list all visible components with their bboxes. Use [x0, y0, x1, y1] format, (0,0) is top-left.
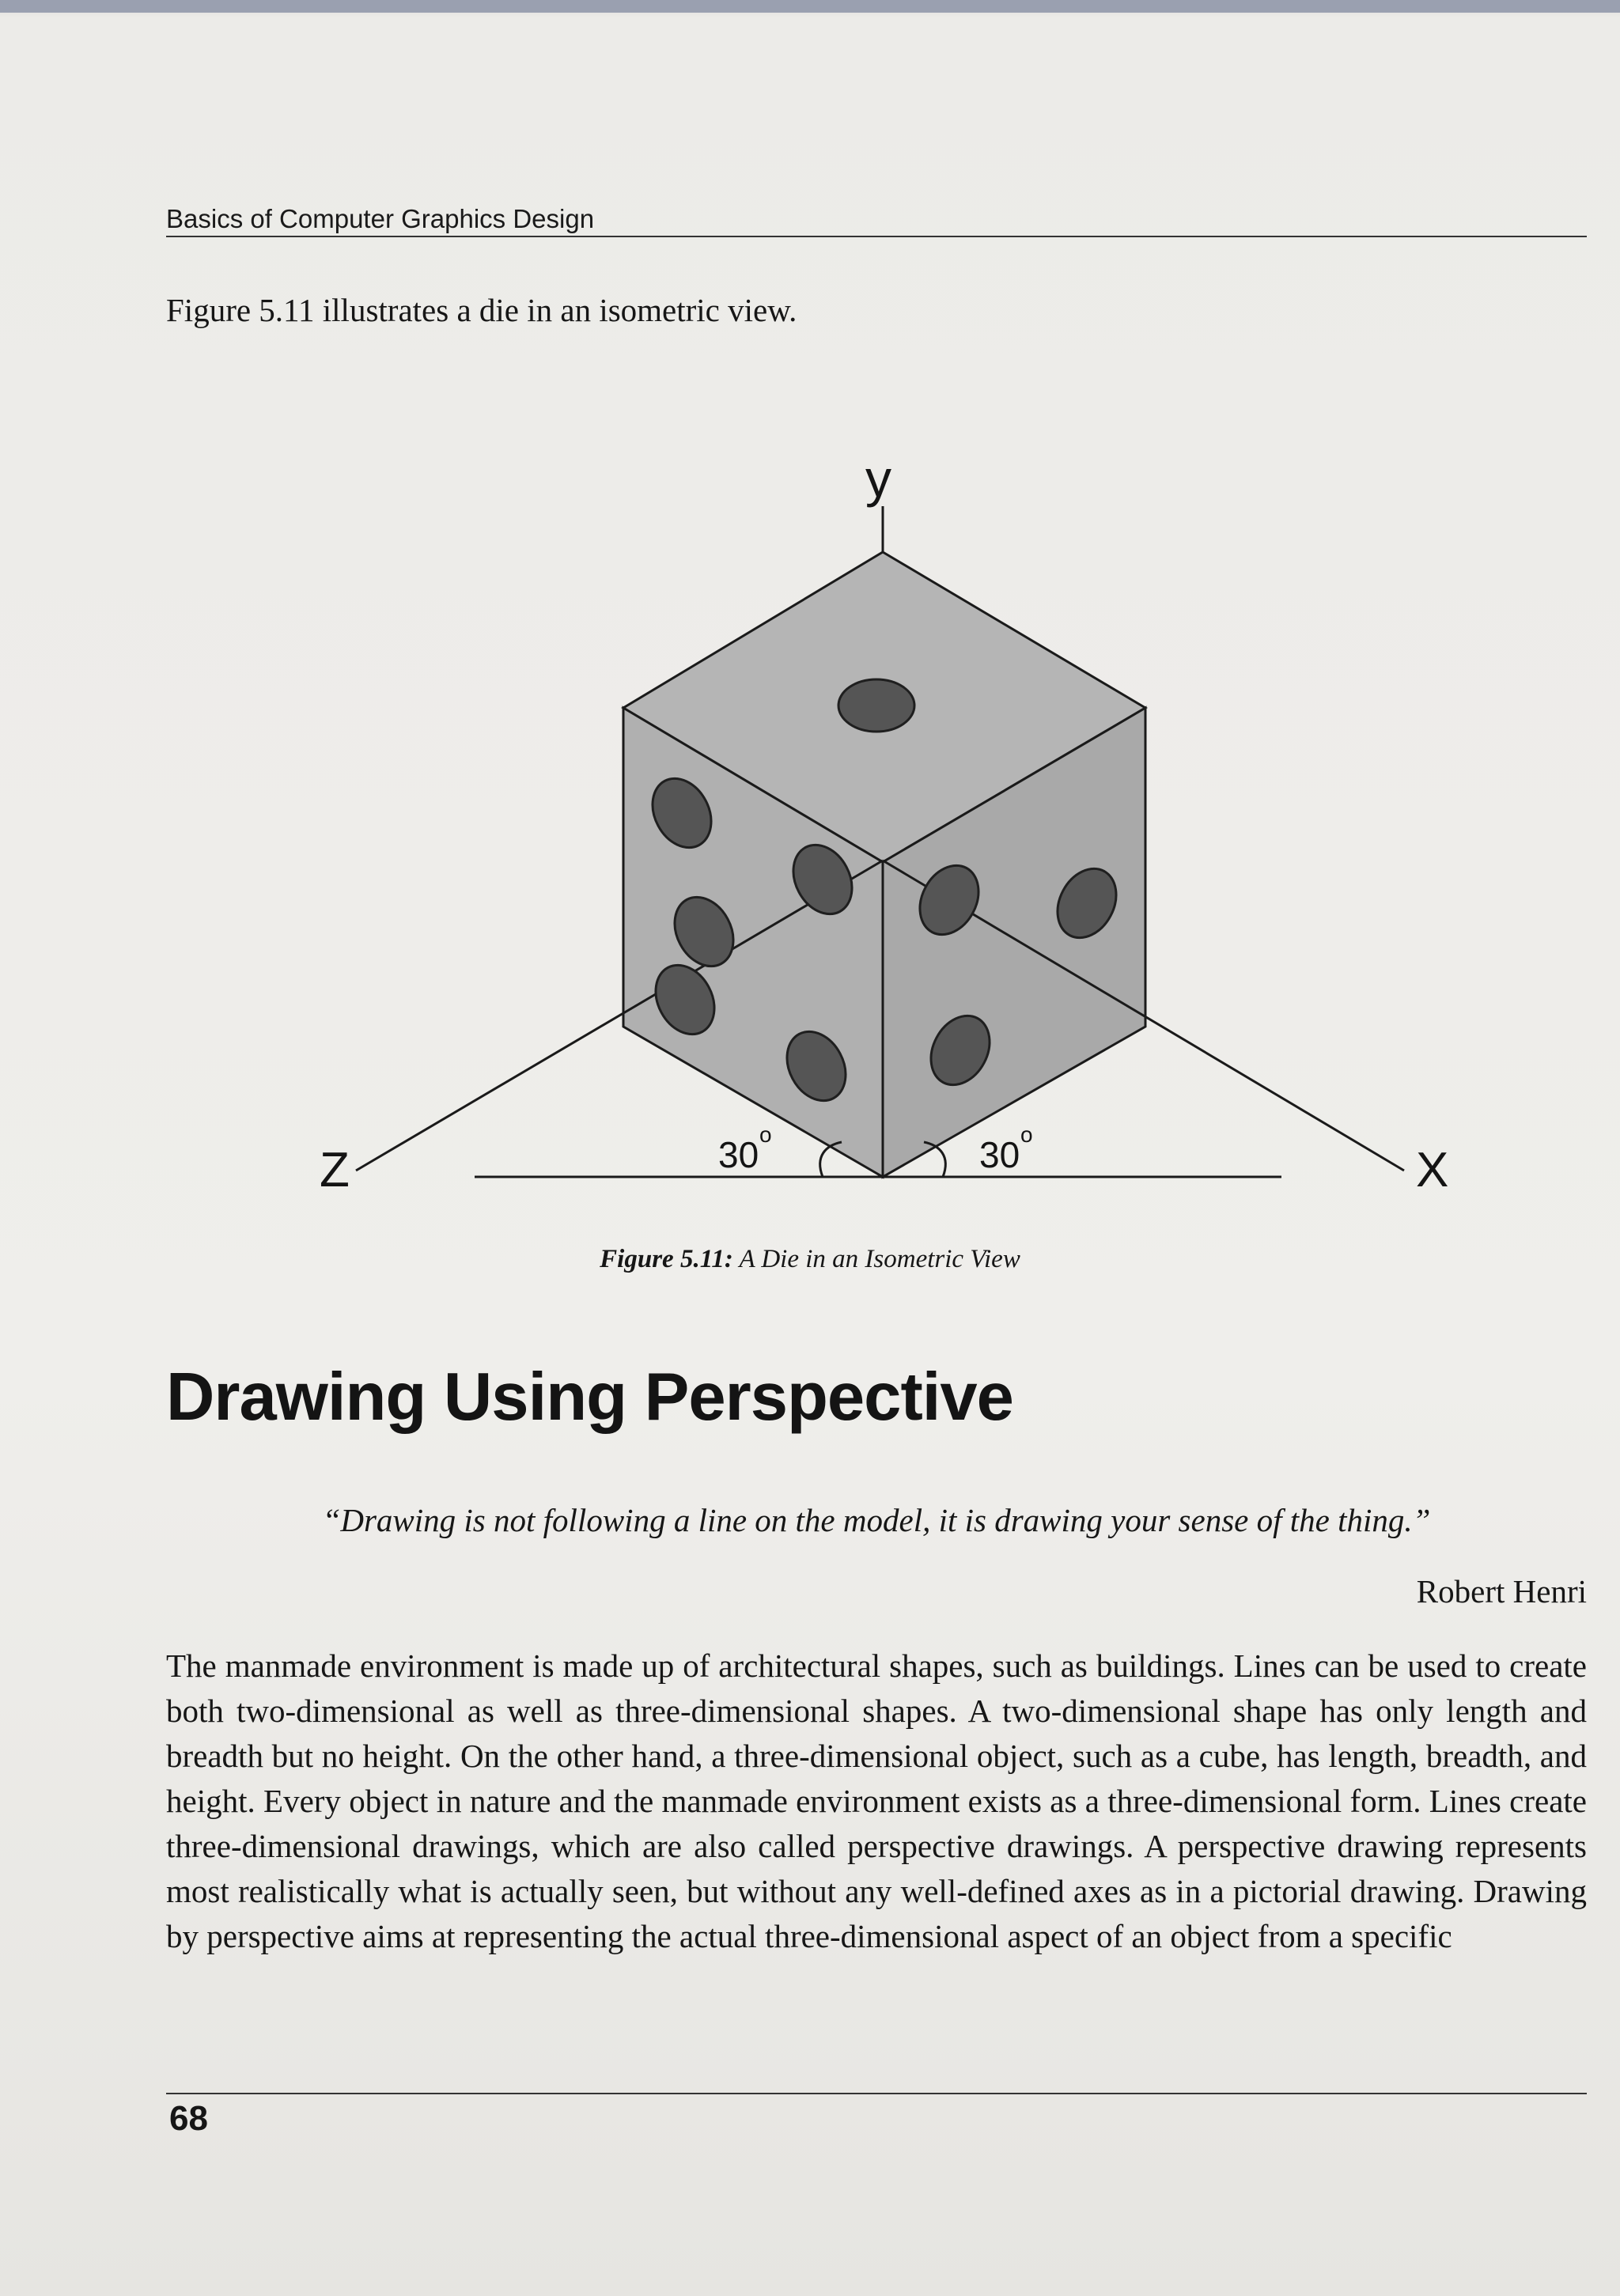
- body-paragraph: The manmade environment is made up of architectural shapes, such as buildings. Lines can be used to create both two-dimensional as well as three-dimensional shapes. A two-dimensional shape has only length and breadth but no height. On the other hand, a three-dimensional object, such as a cube, has length, breadth, and height. Every object in nature and the manmade environment exists as a three-dimensional form. Lines create three-dimensional drawings, which are also called perspective drawings. A perspective drawing represents most realistically what is actually seen, but without any well-defined axes as in a pictorial drawing. Drawing by perspective aims at representing the actual three-dimensional aspect of an object from a specific: [166, 1647, 1587, 1954]
- epigraph-quote: “Drawing is not following a line on the model, it is drawing your sense of the thing.”: [322, 1502, 1431, 1538]
- top-face-pip: [838, 679, 914, 732]
- left-degree-mark: o: [759, 1122, 772, 1147]
- section-heading: Drawing Using Perspective: [166, 1360, 1013, 1435]
- axis-x-label: X: [1416, 1143, 1449, 1197]
- figure-caption: [0, 1245, 1620, 1274]
- footer-rule: [166, 2093, 1587, 2094]
- caption-text: A Die in an Isometric View: [732, 1245, 1020, 1273]
- right-angle-label: 30: [979, 1134, 1020, 1175]
- axis-z-label: Z: [320, 1143, 350, 1197]
- quote-attribution: Robert Henri: [1416, 1573, 1587, 1609]
- intro-sentence: Figure 5.11 illustrates a die in an isometric view.: [166, 292, 797, 328]
- right-degree-mark: o: [1020, 1122, 1033, 1147]
- left-angle-label: 30: [718, 1134, 759, 1175]
- page-number: 68: [169, 2099, 208, 2138]
- axis-y-label: y: [865, 449, 891, 508]
- caption-label: Figure 5.11:: [600, 1245, 733, 1273]
- running-header: Basics of Computer Graphics Design: [166, 204, 595, 233]
